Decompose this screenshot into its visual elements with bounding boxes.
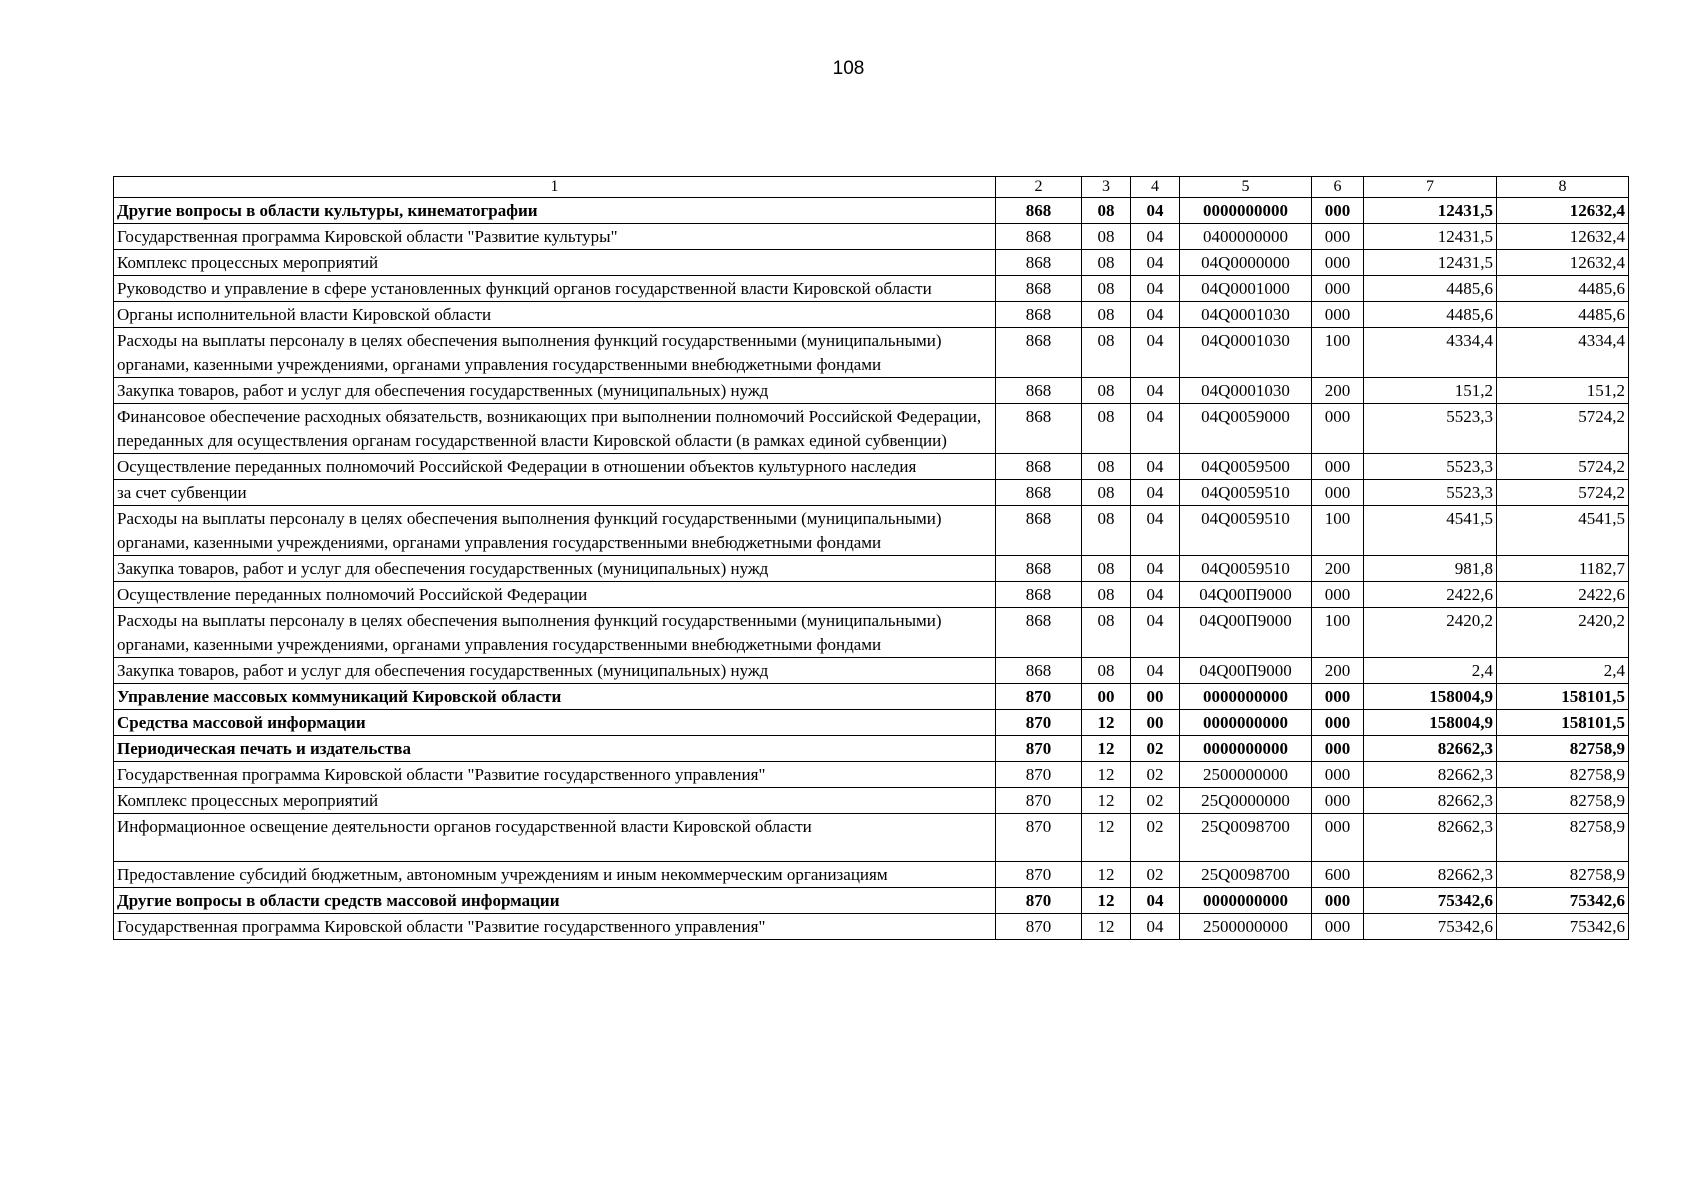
amount-year2-cell: 82758,9 [1497,862,1629,888]
amount-year1-cell: 158004,9 [1364,684,1497,710]
subsection-cell: 04 [1131,250,1180,276]
row-name-cell: Предоставление субсидий бюджетным, автономным учреждениям и иным некоммерческим организациям [114,862,996,888]
admin-code-cell: 870 [996,736,1082,762]
table-row [114,506,1629,556]
table-row [114,454,1629,480]
section-cell: 08 [1082,276,1131,302]
table-row [114,198,1629,224]
subsection-cell: 04 [1131,608,1180,658]
expense-type-cell: 200 [1312,378,1364,404]
target-article-cell: 04Q0001030 [1180,302,1312,328]
section-cell: 12 [1082,710,1131,736]
budget-table [113,176,1629,940]
row-name-cell: Закупка товаров, работ и услуг для обеспечения государственных (муниципальных) нужд [114,556,996,582]
section-cell: 00 [1082,684,1131,710]
amount-year2-cell: 82758,9 [1497,736,1629,762]
row-name-cell: Государственная программа Кировской области "Развитие государственного управления" [114,762,996,788]
admin-code-cell: 868 [996,378,1082,404]
section-cell: 08 [1082,198,1131,224]
row-name-cell: Средства массовой информации [114,710,996,736]
expense-type-cell: 200 [1312,658,1364,684]
table-row [114,480,1629,506]
expense-type-cell: 000 [1312,684,1364,710]
admin-code-cell: 868 [996,556,1082,582]
target-article-cell: 04Q0059510 [1180,556,1312,582]
table-row [114,582,1629,608]
amount-year1-cell: 5523,3 [1364,480,1497,506]
target-article-cell: 04Q00П9000 [1180,582,1312,608]
row-name-cell: Другие вопросы в области средств массовой информации [114,888,996,914]
row-name-cell: Расходы на выплаты персоналу в целях обеспечения выполнения функций государственными (муниципальными) органами, казенными учреждениями, органами управления государственными внебюджетными фондами [114,608,996,658]
amount-year1-cell: 2422,6 [1364,582,1497,608]
amount-year2-cell: 82758,9 [1497,762,1629,788]
admin-code-cell: 870 [996,814,1082,862]
amount-year1-cell: 82662,3 [1364,736,1497,762]
subsection-cell: 04 [1131,224,1180,250]
amount-year2-cell: 5724,2 [1497,454,1629,480]
table-row [114,888,1629,914]
expense-type-cell: 100 [1312,608,1364,658]
amount-year2-cell: 12632,4 [1497,250,1629,276]
amount-year2-cell: 4334,4 [1497,328,1629,378]
subsection-cell: 04 [1131,582,1180,608]
target-article-cell: 04Q0001030 [1180,328,1312,378]
table-row [114,914,1629,940]
section-cell: 08 [1082,582,1131,608]
amount-year1-cell: 12431,5 [1364,198,1497,224]
amount-year1-cell: 75342,6 [1364,888,1497,914]
amount-year2-cell: 158101,5 [1497,710,1629,736]
admin-code-cell: 868 [996,404,1082,454]
amount-year2-cell: 5724,2 [1497,480,1629,506]
section-cell: 12 [1082,914,1131,940]
table-row [114,328,1629,378]
section-cell: 08 [1082,328,1131,378]
amount-year2-cell: 4485,6 [1497,276,1629,302]
target-article-cell: 04Q0059500 [1180,454,1312,480]
admin-code-cell: 870 [996,914,1082,940]
row-name-cell: Расходы на выплаты персоналу в целях обеспечения выполнения функций государственными (муниципальными) органами, казенными учреждениями, органами управления государственными внебюджетными фондами [114,328,996,378]
target-article-cell: 04Q0001000 [1180,276,1312,302]
amount-year1-cell: 12431,5 [1364,250,1497,276]
section-cell: 08 [1082,250,1131,276]
row-name-cell: Другие вопросы в области культуры, кинематографии [114,198,996,224]
target-article-cell: 0400000000 [1180,224,1312,250]
amount-year1-cell: 5523,3 [1364,454,1497,480]
expense-type-cell: 000 [1312,302,1364,328]
row-name-cell: Комплекс процессных мероприятий [114,788,996,814]
subsection-cell: 00 [1131,684,1180,710]
column-header: 7 [1364,177,1497,198]
target-article-cell: 04Q00П9000 [1180,608,1312,658]
amount-year1-cell: 151,2 [1364,378,1497,404]
subsection-cell: 02 [1131,736,1180,762]
admin-code-cell: 868 [996,506,1082,556]
table-row [114,608,1629,658]
expense-type-cell: 100 [1312,328,1364,378]
table-row [114,788,1629,814]
row-name-cell: Государственная программа Кировской области "Развитие культуры" [114,224,996,250]
section-cell: 12 [1082,736,1131,762]
amount-year2-cell: 5724,2 [1497,404,1629,454]
amount-year1-cell: 981,8 [1364,556,1497,582]
section-cell: 08 [1082,378,1131,404]
target-article-cell: 04Q0000000 [1180,250,1312,276]
row-name-cell: Закупка товаров, работ и услуг для обеспечения государственных (муниципальных) нужд [114,658,996,684]
amount-year1-cell: 82662,3 [1364,762,1497,788]
expense-type-cell: 000 [1312,582,1364,608]
section-cell: 08 [1082,556,1131,582]
target-article-cell: 04Q0001030 [1180,378,1312,404]
expense-type-cell: 000 [1312,914,1364,940]
amount-year1-cell: 5523,3 [1364,404,1497,454]
subsection-cell: 04 [1131,454,1180,480]
expense-type-cell: 000 [1312,276,1364,302]
row-name-cell: Комплекс процессных мероприятий [114,250,996,276]
admin-code-cell: 868 [996,582,1082,608]
table-body [114,198,1629,940]
section-cell: 08 [1082,224,1131,250]
subsection-cell: 04 [1131,888,1180,914]
section-cell: 12 [1082,862,1131,888]
amount-year2-cell: 1182,7 [1497,556,1629,582]
admin-code-cell: 870 [996,888,1082,914]
amount-year2-cell: 158101,5 [1497,684,1629,710]
subsection-cell: 04 [1131,276,1180,302]
amount-year1-cell: 158004,9 [1364,710,1497,736]
section-cell: 08 [1082,404,1131,454]
expense-type-cell: 600 [1312,862,1364,888]
admin-code-cell: 868 [996,480,1082,506]
amount-year2-cell: 2,4 [1497,658,1629,684]
expense-type-cell: 000 [1312,710,1364,736]
expense-type-cell: 100 [1312,506,1364,556]
row-name-cell: Осуществление переданных полномочий Российской Федерации [114,582,996,608]
amount-year1-cell: 4541,5 [1364,506,1497,556]
row-name-cell: Финансовое обеспечение расходных обязательств, возникающих при выполнении полномочий Российской Федерации, переданных для осуществления органам государственной власти Кировской области (в рамках единой субвенции) [114,404,996,454]
table-row [114,710,1629,736]
admin-code-cell: 868 [996,224,1082,250]
admin-code-cell: 868 [996,454,1082,480]
expense-type-cell: 000 [1312,888,1364,914]
target-article-cell: 25Q0098700 [1180,814,1312,862]
amount-year2-cell: 151,2 [1497,378,1629,404]
table-row [114,684,1629,710]
table-row [114,736,1629,762]
row-name-cell: Управление массовых коммуникаций Кировской области [114,684,996,710]
expense-type-cell: 000 [1312,250,1364,276]
amount-year1-cell: 4485,6 [1364,276,1497,302]
amount-year1-cell: 4334,4 [1364,328,1497,378]
row-name-cell: Руководство и управление в сфере установленных функций органов государственной власти Кировской области [114,276,996,302]
table-row [114,862,1629,888]
table-row [114,378,1629,404]
column-header: 2 [996,177,1082,198]
page-number: 108 [832,58,865,79]
amount-year2-cell: 82758,9 [1497,814,1629,862]
admin-code-cell: 868 [996,328,1082,378]
table-row [114,658,1629,684]
target-article-cell: 04Q0059510 [1180,480,1312,506]
subsection-cell: 04 [1131,506,1180,556]
table-row [114,224,1629,250]
amount-year1-cell: 2,4 [1364,658,1497,684]
table-row [114,556,1629,582]
table-row [114,276,1629,302]
admin-code-cell: 868 [996,276,1082,302]
target-article-cell: 0000000000 [1180,736,1312,762]
target-article-cell: 04Q0059510 [1180,506,1312,556]
target-article-cell: 0000000000 [1180,684,1312,710]
expense-type-cell: 000 [1312,454,1364,480]
row-name-cell: Закупка товаров, работ и услуг для обеспечения государственных (муниципальных) нужд [114,378,996,404]
amount-year2-cell: 12632,4 [1497,224,1629,250]
target-article-cell: 0000000000 [1180,198,1312,224]
section-cell: 12 [1082,814,1131,862]
target-article-cell: 25Q0098700 [1180,862,1312,888]
subsection-cell: 04 [1131,658,1180,684]
amount-year2-cell: 4541,5 [1497,506,1629,556]
row-name-cell: Расходы на выплаты персоналу в целях обеспечения выполнения функций государственными (муниципальными) органами, казенными учреждениями, органами управления государственными внебюджетными фондами [114,506,996,556]
expense-type-cell: 000 [1312,762,1364,788]
admin-code-cell: 868 [996,608,1082,658]
section-cell: 08 [1082,454,1131,480]
admin-code-cell: 870 [996,710,1082,736]
subsection-cell: 02 [1131,762,1180,788]
row-name-cell: за счет субвенции [114,480,996,506]
row-name-cell: Органы исполнительной власти Кировской области [114,302,996,328]
section-cell: 08 [1082,480,1131,506]
row-name-cell: Осуществление переданных полномочий Российской Федерации в отношении объектов культурного наследия [114,454,996,480]
admin-code-cell: 868 [996,198,1082,224]
admin-code-cell: 868 [996,250,1082,276]
target-article-cell: 25Q0000000 [1180,788,1312,814]
expense-type-cell: 000 [1312,788,1364,814]
target-article-cell: 0000000000 [1180,710,1312,736]
table-row [114,302,1629,328]
table-row [114,250,1629,276]
amount-year1-cell: 4485,6 [1364,302,1497,328]
target-article-cell: 04Q00П9000 [1180,658,1312,684]
table-row [114,814,1629,862]
subsection-cell: 04 [1131,302,1180,328]
admin-code-cell: 868 [996,302,1082,328]
amount-year1-cell: 82662,3 [1364,862,1497,888]
row-name-cell: Государственная программа Кировской области "Развитие государственного управления" [114,914,996,940]
column-header: 8 [1497,177,1629,198]
amount-year1-cell: 2420,2 [1364,608,1497,658]
row-name-cell: Периодическая печать и издательства [114,736,996,762]
subsection-cell: 04 [1131,480,1180,506]
expense-type-cell: 200 [1312,556,1364,582]
section-cell: 12 [1082,788,1131,814]
subsection-cell: 00 [1131,710,1180,736]
subsection-cell: 02 [1131,814,1180,862]
target-article-cell: 04Q0059000 [1180,404,1312,454]
subsection-cell: 04 [1131,404,1180,454]
amount-year1-cell: 82662,3 [1364,814,1497,862]
amount-year2-cell: 2422,6 [1497,582,1629,608]
amount-year2-cell: 2420,2 [1497,608,1629,658]
amount-year2-cell: 12632,4 [1497,198,1629,224]
table-row [114,404,1629,454]
expense-type-cell: 000 [1312,814,1364,862]
subsection-cell: 04 [1131,556,1180,582]
subsection-cell: 04 [1131,378,1180,404]
target-article-cell: 2500000000 [1180,762,1312,788]
amount-year1-cell: 12431,5 [1364,224,1497,250]
admin-code-cell: 868 [996,658,1082,684]
row-name-cell: Информационное освещение деятельности органов государственной власти Кировской области [114,814,996,862]
header-row [114,177,1629,198]
amount-year1-cell: 82662,3 [1364,788,1497,814]
amount-year2-cell: 75342,6 [1497,888,1629,914]
amount-year2-cell: 75342,6 [1497,914,1629,940]
admin-code-cell: 870 [996,684,1082,710]
section-cell: 12 [1082,762,1131,788]
expense-type-cell: 000 [1312,224,1364,250]
expense-type-cell: 000 [1312,198,1364,224]
amount-year1-cell: 75342,6 [1364,914,1497,940]
subsection-cell: 04 [1131,914,1180,940]
expense-type-cell: 000 [1312,480,1364,506]
subsection-cell: 02 [1131,862,1180,888]
target-article-cell: 2500000000 [1180,914,1312,940]
column-header: 5 [1180,177,1312,198]
amount-year2-cell: 4485,6 [1497,302,1629,328]
expense-type-cell: 000 [1312,404,1364,454]
section-cell: 08 [1082,302,1131,328]
column-header: 4 [1131,177,1180,198]
subsection-cell: 04 [1131,198,1180,224]
admin-code-cell: 870 [996,762,1082,788]
section-cell: 12 [1082,888,1131,914]
subsection-cell: 04 [1131,328,1180,378]
amount-year2-cell: 82758,9 [1497,788,1629,814]
column-header: 6 [1312,177,1364,198]
column-header: 3 [1082,177,1131,198]
table-row [114,762,1629,788]
expense-type-cell: 000 [1312,736,1364,762]
subsection-cell: 02 [1131,788,1180,814]
section-cell: 08 [1082,658,1131,684]
section-cell: 08 [1082,506,1131,556]
admin-code-cell: 870 [996,788,1082,814]
target-article-cell: 0000000000 [1180,888,1312,914]
section-cell: 08 [1082,608,1131,658]
admin-code-cell: 870 [996,862,1082,888]
column-header: 1 [114,177,996,198]
